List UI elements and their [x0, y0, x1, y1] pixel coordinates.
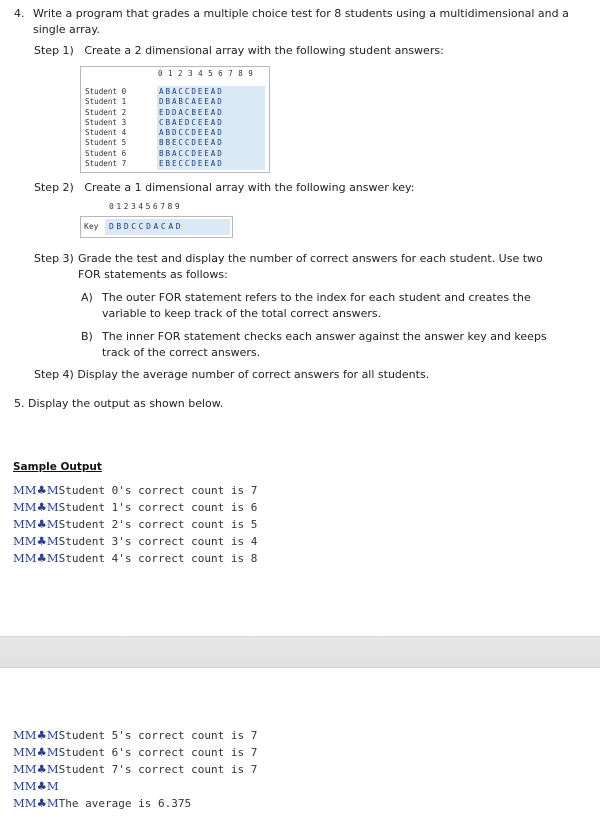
output-text: Student 7's correct count is 7 [58, 763, 258, 776]
student-name: Student 5 [85, 138, 127, 148]
answer-row: BBECCDEEAD [159, 138, 224, 148]
step-3-label: Step 3) [34, 252, 74, 265]
step-1 [34, 44, 444, 57]
output-line [13, 779, 59, 793]
output-prefix: MM♣M [13, 517, 59, 531]
document-page-2 [0, 668, 600, 828]
step-2 [34, 181, 414, 194]
answer-row: EBECCDEEAD [159, 159, 224, 169]
output-line [13, 500, 257, 514]
student-name: Student 2 [85, 107, 127, 117]
output-line [13, 762, 257, 776]
student-table-column-header: 0 1 2 3 4 5 6 7 8 9 [158, 69, 254, 78]
output-text: Student 0's correct count is 7 [58, 484, 258, 497]
answer-row: ABDCCDEEAD [159, 128, 224, 138]
sub-a-text: The outer FOR statement refers to the index for each student and creates the variable to keep track of the total correct answers. [102, 291, 531, 320]
answer-row: EDDACBEEAD [159, 107, 224, 117]
output-prefix: MM♣M [13, 500, 59, 514]
output-prefix: MM♣M [13, 745, 59, 759]
output-prefix: MM♣M [13, 534, 59, 548]
output-line [13, 483, 257, 497]
output-prefix: MM♣M [13, 796, 59, 810]
output-line [13, 796, 191, 810]
student-name-column [85, 87, 126, 169]
step-1-label: Step 1) [34, 44, 74, 57]
answer-key-values: DBDCCDACAD [109, 222, 184, 231]
answer-row: ABACCDEEAD [159, 87, 224, 96]
output-text: Student 4's correct count is 8 [58, 552, 258, 565]
step-2-text: Create a 1 dimensional array with the following answer key: [84, 181, 415, 194]
output-text: Student 3's correct count is 4 [58, 535, 258, 548]
output-text: Student 2's correct count is 5 [58, 518, 258, 531]
output-text: Student 5's correct count is 7 [58, 729, 258, 742]
page-break [0, 636, 600, 668]
output-line [13, 517, 257, 531]
output-prefix: MM♣M [13, 762, 59, 776]
answer-row: BBACCDEEAD [159, 148, 224, 158]
output-line [13, 745, 257, 759]
answer-row: CBAEDCEEAD [159, 117, 224, 127]
output-text: Student 1's correct count is 6 [58, 501, 258, 514]
student-name: Student 1 [85, 97, 127, 107]
student-name: Student 4 [85, 128, 127, 138]
answer-key-label: Key [84, 222, 99, 231]
output-prefix: MM♣M [13, 779, 59, 793]
output-text: The average is 6.375 [58, 797, 192, 810]
output-text: Student 6's correct count is 7 [58, 746, 258, 759]
question-4-text: Write a program that grades a multiple choice test for 8 students using a multidimensional and a single array. [33, 7, 569, 36]
student-name: Student 7 [85, 159, 127, 169]
question-5: 5. Display the output as shown below. [14, 397, 224, 410]
student-name: Student 3 [85, 117, 127, 127]
student-name: Student 0 [85, 87, 127, 96]
output-line [13, 728, 257, 742]
answer-key-column-header: 0123456789 [109, 202, 183, 211]
sub-b-text: The inner FOR statement checks each answer against the answer key and keeps track of the correct answers. [102, 330, 547, 359]
sub-b-label: B) [81, 330, 93, 343]
step-4: Step 4) Display the average number of correct answers for all students. [34, 368, 430, 381]
output-line [13, 534, 257, 548]
student-answer-rows [159, 87, 224, 169]
step-3-text: Grade the test and display the number of correct answers for each student. Use two FOR statements as follows: [78, 252, 543, 281]
step-1-text: Create a 2 dimensional array with the following student answers: [84, 44, 444, 57]
step-2-label: Step 2) [34, 181, 74, 194]
output-prefix: MM♣M [13, 551, 59, 565]
sample-output-heading: Sample Output [13, 461, 102, 473]
output-prefix: MM♣M [13, 483, 59, 497]
sub-a-label: A) [81, 291, 93, 304]
output-line [13, 551, 257, 565]
answer-row: DBABCAEEAD [159, 97, 224, 107]
output-prefix: MM♣M [13, 728, 59, 742]
student-name: Student 6 [85, 148, 127, 158]
question-4-number: 4. [14, 7, 25, 20]
